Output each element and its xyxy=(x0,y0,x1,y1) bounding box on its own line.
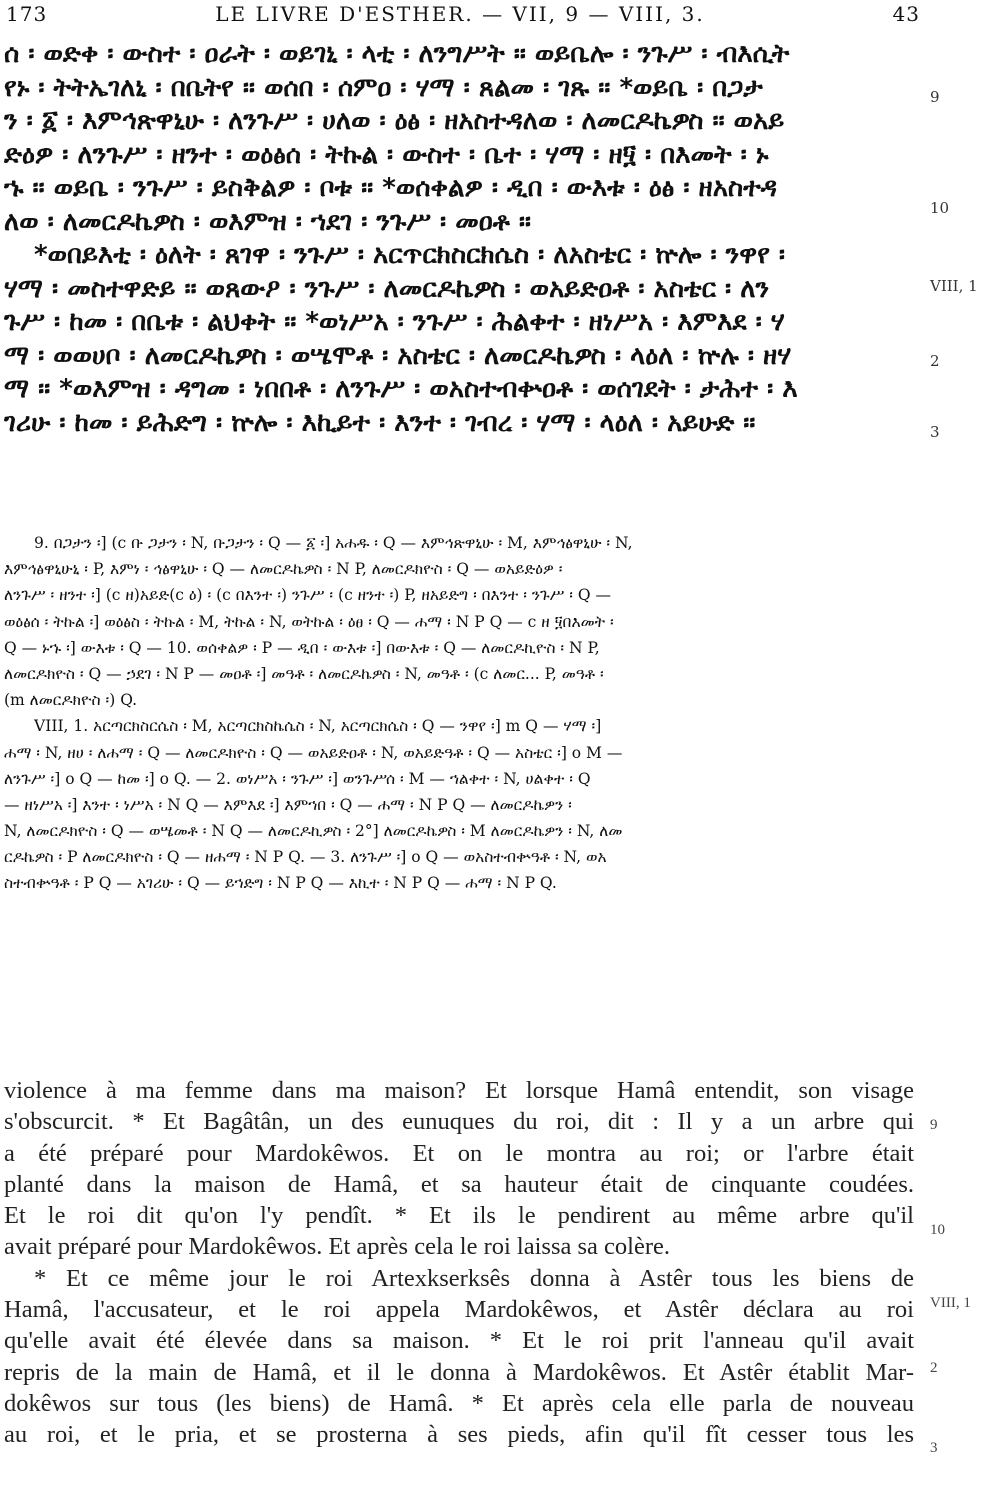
ethiopic-line: ገሪሁ ፡ ከመ ፡ ይሕድግ ፡ ኵሎ ፡ እኪይተ ፡ እንተ ፡ ገብረ ፡ ሃማ ፡ ላዕለ ፡ አይሁድ ። xyxy=(4,407,756,438)
ethiopic-line: ድዕዎ ፡ ለንጉሥ ፡ ዘንተ ፡ ወዕፅሰ ፡ ትኩል ፡ ውስተ ፡ ቤተ ፡ ሃማ ፡ ዘ፶ ፡ በእመት ፡ ኑ xyxy=(4,139,769,170)
page-number: 43 xyxy=(892,2,920,26)
translation-line: planté dans la maison de Hamâ, et sa hauteur était de cinquante coudées. xyxy=(4,1170,914,1198)
ethiopic-line: የኑ ፡ ትትኤገለኒ ፡ በቤትየ ። ወሰበ ፡ ሰምዐ ፡ ሃማ ፡ ጸልመ ፡ ገጹ ። *ወይቤ ፡ በጋታ xyxy=(4,72,763,103)
translation-line: au roi, et le pria, et se prosterna à ses pieds, afin qu'il fît cesser tous les xyxy=(4,1421,914,1449)
translation-line: violence à ma femme dans ma maison? Et lorsque Hamâ entendit, son visage xyxy=(4,1077,914,1104)
translation-verse-number: 2 xyxy=(930,1360,938,1376)
apparatus-line: Q — ኑኁ ፡] ውእቱ ፡ Q — 10. ወሰቀልዎ ፡ P — ዲበ ፡ ውእቱ ፡] በውእቱ ፡ Q — ለመርዶኪዮስ ፡ N P, xyxy=(4,638,600,657)
apparatus-line: N, ለመርዶክዮስ ፡ Q — ወሤመቶ ፡ N Q — ለመርዶኪዎስ ፡ 2°] ለመርዶኬዎስ ፡ M ለመርዶኬዎን ፡ N, ለመ xyxy=(4,822,623,841)
ethiopic-line: ማ ። *ወእምዝ ፡ ዳግመ ፡ ነበበቶ ፡ ለንጉሥ ፡ ወአስተብቍዐቶ ፡ ወሰገደት ፡ ታሕተ ፡ እ xyxy=(4,374,798,404)
apparatus-line: ለንጉሥ ፡] o Q — ከመ ፡] o Q. — 2. ወነሥአ ፡ ንጉሥ ፡] ወንጉሥሰ ፡ M — ኀልቀተ ፡ N, ሀልቀተ ፡ Q xyxy=(4,769,591,788)
translation-line: s'obscurcit. * Et Bagâtân, un des eunuques du roi, dit : Il y a un arbre qui xyxy=(4,1108,914,1136)
apparatus-line: ርዶኬዎስ ፡ P ለመርዶክዮስ ፡ Q — ዘሐማ ፡ N P Q. — 3. ለንጉሥ ፡] o Q — ወአስተብቍዓቶ ፡ N, ወአ xyxy=(4,848,607,867)
apparatus-line: VIII, 1. አርጣርክስርሴስ ፡ M, አርጣርክስኬሴስ ፡ N, አርጣርክሴስ ፡ Q — ንዋየ ፡] m Q — ሃማ ፡] xyxy=(34,717,602,736)
ethiopic-text-block xyxy=(4,38,916,440)
ethiopic-line: ኁ ። ወይቤ ፡ ንጉሥ ፡ ይስቅልዎ ፡ ቦቱ ። *ወሰቀልዎ ፡ ዲበ ፡ ውእቱ ፡ ዕፅ ፡ ዘአስተዳ xyxy=(4,173,777,203)
translation-line: dokêwos sur tous (les biens) de Hamâ. * Et après cela elle parla de nouveau xyxy=(4,1389,914,1417)
apparatus-line: — ዘነሥአ ፡] እንተ ፡ ነሥአ ፡ N Q — እምእደ ፡] እምኀበ ፡ Q — ሐማ ፡ N P Q — ለመርዶኬዎን ፡ xyxy=(4,795,572,814)
ethiopic-verse-number: 3 xyxy=(930,423,940,441)
ethiopic-line: ን ፡ ፩ ፡ እምኅጽዋኒሁ ፡ ለንጉሥ ፡ ሀለወ ፡ ዕፅ ፡ ዘአስተዳለወ ፡ ለመርዶኬዎስ ። ወአይ xyxy=(4,106,785,136)
ethiopic-line: ማ ፡ ወወሀቦ ፡ ለመርዶኬዎስ ፡ ወሤሞቶ ፡ አስቴር ፡ ለመርዶኬዎስ ፡ ላዕለ ፡ ኵሉ ፡ ዘሃ xyxy=(4,340,792,371)
ethiopic-verse-number: 2 xyxy=(930,352,940,370)
translation-verse-number: 9 xyxy=(930,1117,938,1133)
apparatus-line: እምኅፅዋኒሁኒ ፡ P, እምነ ፡ ኅፅዋኒሁ ፡ Q — ለመርዶኬዎስ ፡ N P, ለመርዶክዮስ ፡ Q — ወአይድዕዎ ፡ xyxy=(4,560,563,579)
translation-line: repris de la main de Hamâ, et il le donna à Mardokêwos. Et Astêr établit Mar- xyxy=(4,1358,914,1386)
ethiopic-line: ጉሥ ፡ ከመ ፡ በቤቱ ፡ ልህቀት ። *ወነሥአ ፡ ንጉሥ ፡ ሕልቀተ ፡ ዘነሥአ ፡ እምእደ ፡ ሃ xyxy=(4,307,785,337)
page-reference: 173 xyxy=(6,2,48,26)
ethiopic-line: ሰ ፡ ወድቀ ፡ ውስተ ፡ ዐራት ፡ ወይገኒ ፡ ላቲ ፡ ለንግሥት ። ወይቤሎ ፡ ንጉሥ ፡ ብእሲት xyxy=(4,39,790,69)
translation-verse-number: VIII, 1 xyxy=(930,1295,971,1311)
translation-verse-number: 10 xyxy=(930,1222,945,1238)
ethiopic-verse-number: 9 xyxy=(930,88,940,106)
translation-line: a été préparé pour Mardokêwos. Et on le montra au roi; or l'arbre était xyxy=(4,1139,914,1167)
apparatus-line: 9. በጋታን ፡] (c ቡ ጋታን ፡ N, ቡጋታን ፡ Q — ፩ ፡] አሐዱ ፡ Q — እምኅጽዋኒሁ ፡ M, እምኅፅዋኒሁ ፡ N, xyxy=(34,534,633,552)
ethiopic-line: *ወበይእቲ ፡ ዕለት ፡ ጸገዋ ፡ ንጉሥ ፡ አርጥርክስርክሴስ ፡ ለአስቴር ፡ ኵሎ ፡ ንዋየ ፡ xyxy=(34,240,786,270)
apparatus-line: (m ለመርዶክዮስ ፡) Q. xyxy=(4,691,138,710)
ethiopic-verse-number: 10 xyxy=(930,199,950,217)
translation-line: Et le roi dit qu'on l'y pendît. * Et ils le pendirent au même arbre qu'il xyxy=(4,1202,914,1230)
translation-line: qu'elle avait été élevée dans sa maison. * Et le roi prit l'anneau qu'il avait xyxy=(4,1327,914,1355)
ethiopic-line: ሃማ ፡ መስተዋድይ ። ወጸውዖ ፡ ንጉሥ ፡ ለመርዶኬዎስ ፡ ወአይድዐቶ ፡ አስቴር ፡ ለን xyxy=(4,273,770,304)
apparatus-line: ስተብቍዓቶ ፡ P Q — አገሪሁ ፡ Q — ይኀድግ ፡ N P Q — እኪተ ፡ N P Q — ሐማ ፡ N P Q. xyxy=(4,874,557,893)
apparatus-line: ወዕፅሰ ፡ ትኩል ፡] ወዕፅስ ፡ ትኩል ፡ M, ትኩል ፡ N, ወትኩል ፡ ዕፀ ፡ Q — ሐማ ፡ N P Q — c ዘ ፶በእመት ፡ xyxy=(4,612,614,631)
translation-verse-number: 3 xyxy=(930,1440,938,1456)
translation-line: avait préparé pour Mardokêwos. Et après cela le roi laissa sa colère. xyxy=(4,1233,670,1261)
translation-line: * Et ce même jour le roi Artexkserksês donna à Astêr tous les biens de xyxy=(34,1264,914,1292)
apparatus-line: ለመርዶክዮስ ፡ Q — ኃደገ ፡ N P — መዐቶ ፡] መዓቶ ፡ ለመርዶኬዎስ ፡ N, መዓቶ ፡ (c ለመር... P, መዓቶ ፡ xyxy=(4,664,604,683)
apparatus-line: ለንጉሥ ፡ ዘንተ ፡] (c ዘ)አይድ(c ዕ) ፡ (c በእንተ ፡) ንጉሥ ፡ (c ዘንተ ፡) P, ዘአይድግ ፡ በእንተ ፡ ንጉሥ ፡ Q — xyxy=(4,586,612,605)
ethiopic-verse-number: VIII, 1 xyxy=(930,277,978,295)
french-translation xyxy=(4,1075,914,1451)
critical-apparatus xyxy=(4,530,916,897)
ethiopic-line: ለወ ፡ ለመርዶኬዎስ ፡ ወእምዝ ፡ ኀደገ ፡ ንጉሥ ፡ መዐቶ ። xyxy=(4,206,532,237)
translation-line: Hamâ, l'accusateur, et le roi appela Mardokêwos, et Astêr déclara au roi xyxy=(4,1296,914,1324)
running-head: LE LIVRE D'ESTHER. — VII, 9 — VIII, 3. xyxy=(215,2,705,26)
running-header xyxy=(0,0,1000,30)
apparatus-line: ሐማ ፡ N, ዘሀ ፡ ለሐማ ፡ Q — ለመርዶክዮስ ፡ Q — ወአይድዐቶ ፡ N, ወአይድዓቶ ፡ Q — አስቴር ፡] o M — xyxy=(4,743,623,762)
